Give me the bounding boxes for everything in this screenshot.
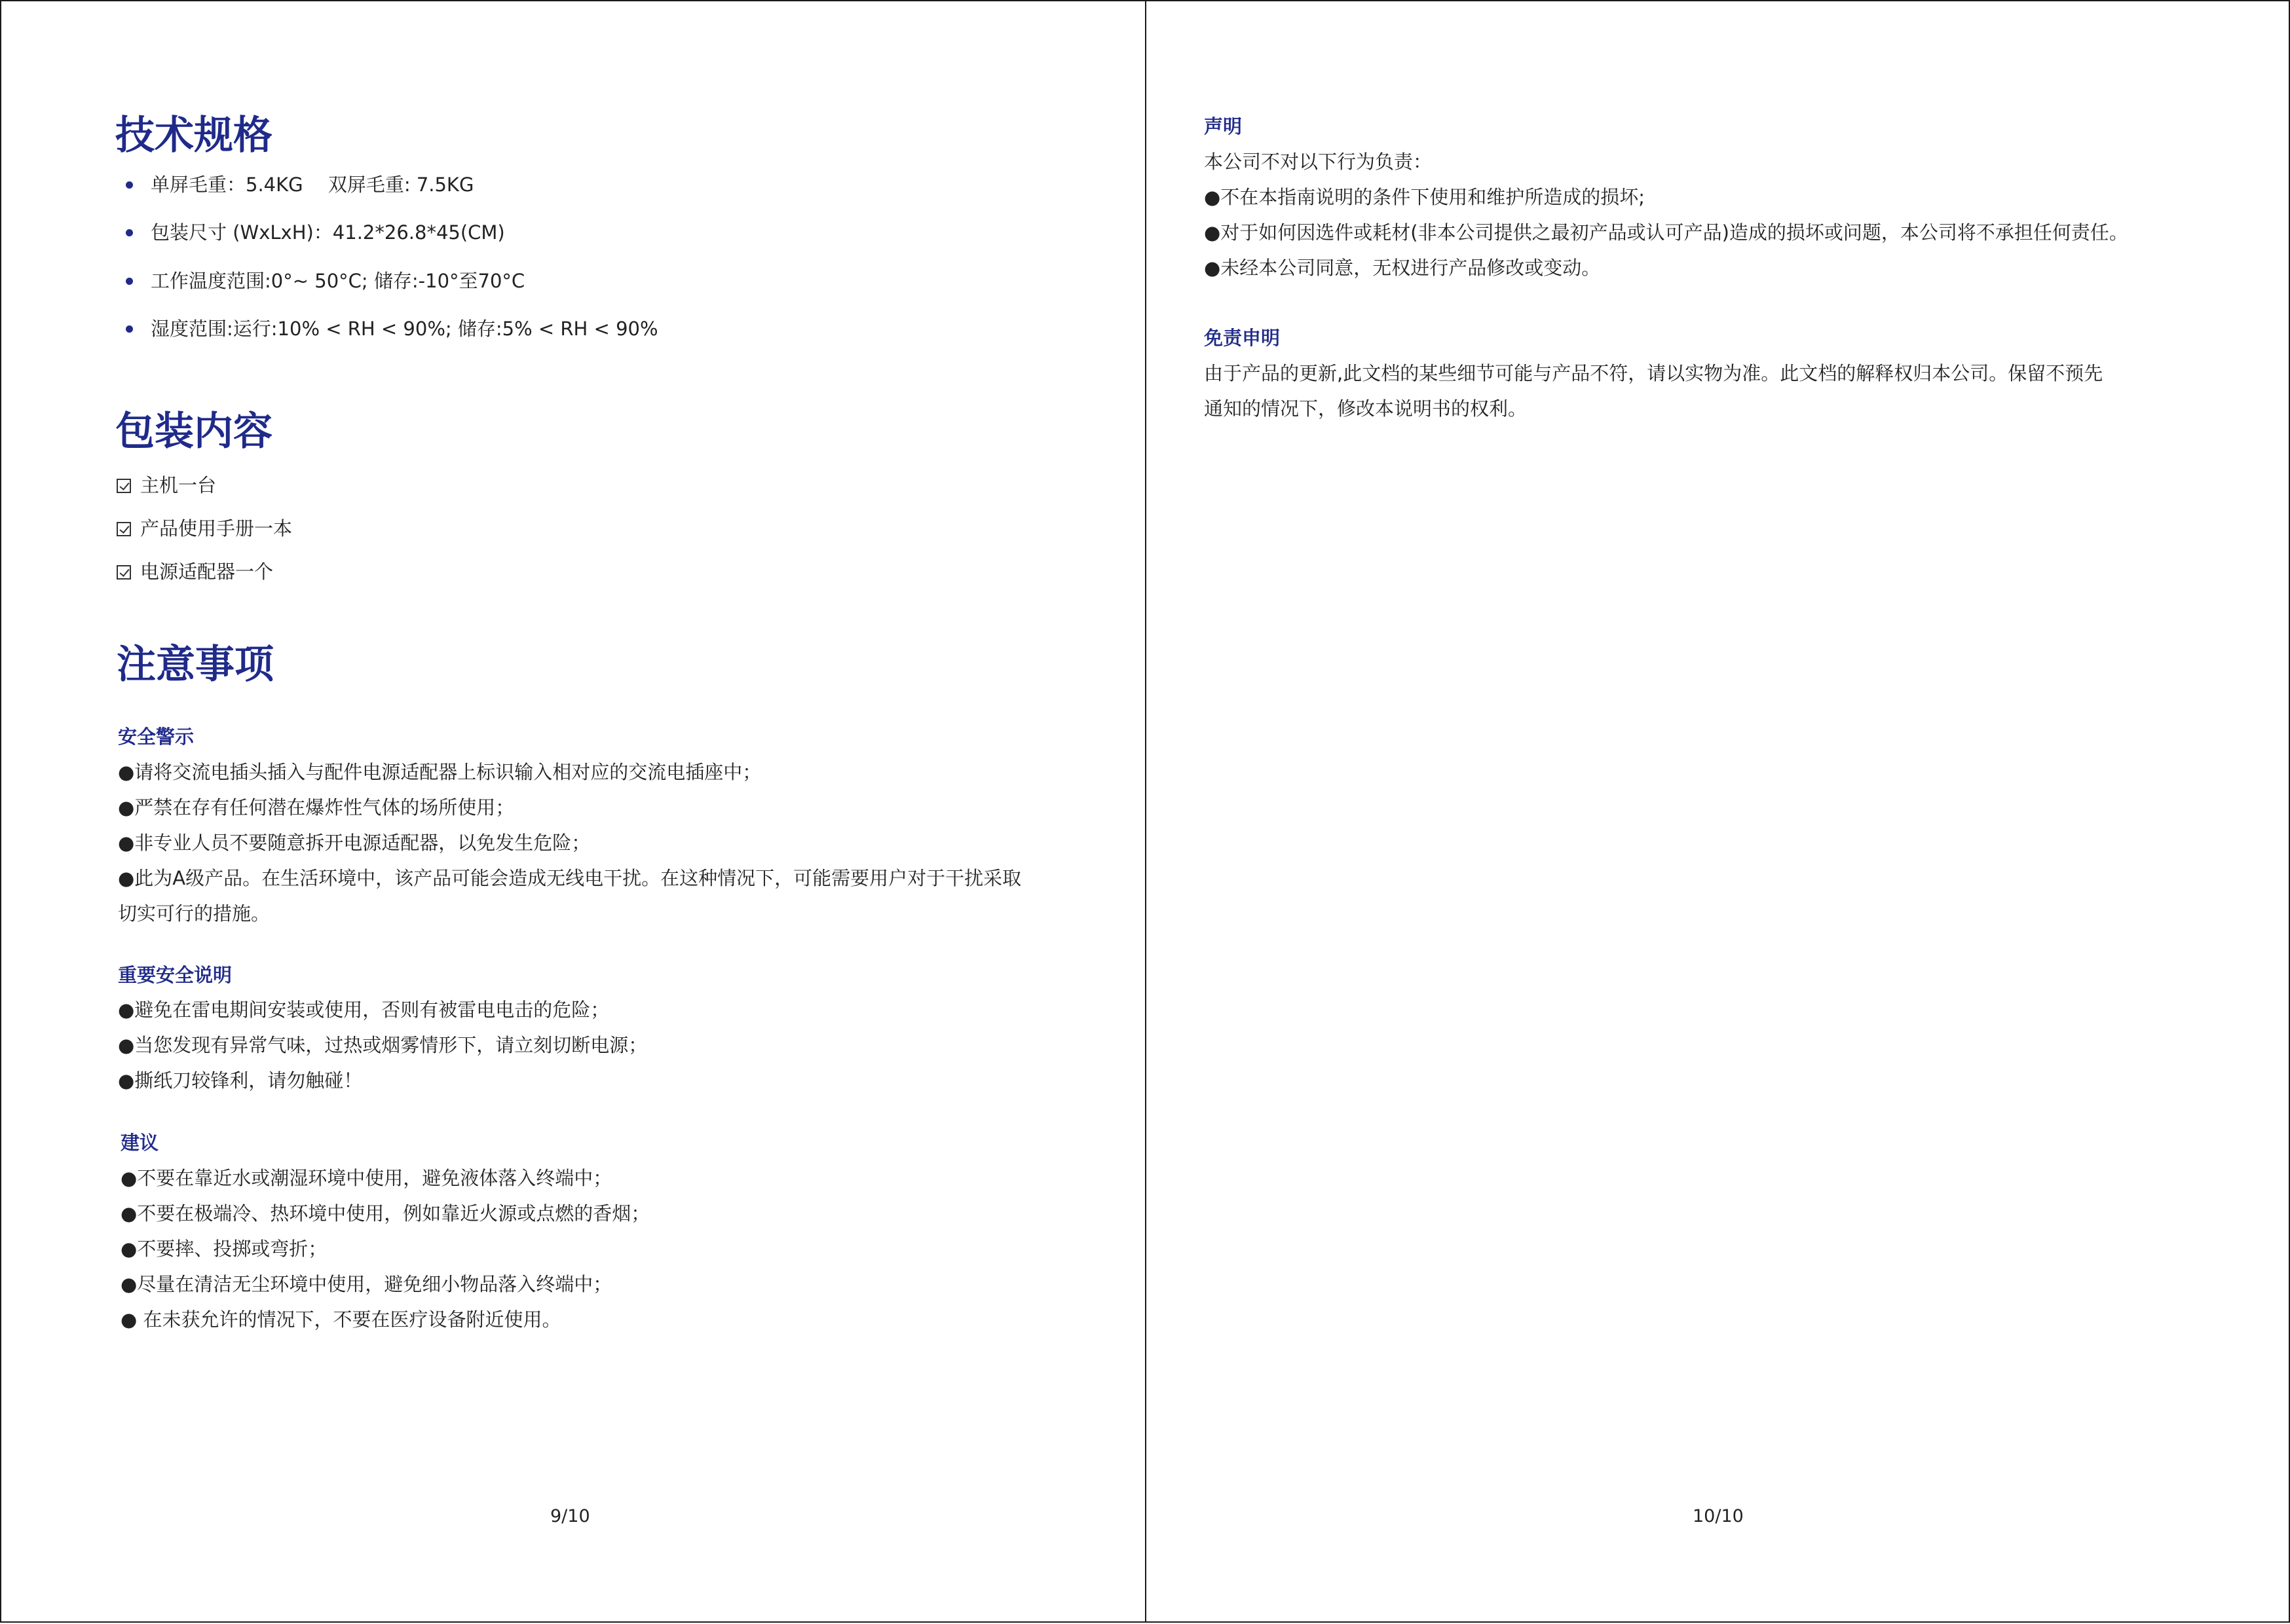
safety-warning-heading: 安全警示 (118, 726, 195, 748)
page-10 (1145, 0, 2290, 1623)
advice-line: ●不要摔、投掷或弯折； (121, 1238, 328, 1260)
disclaimer-line: 通知的情况下，修改本说明书的权利。 (1204, 397, 1528, 420)
package-item-adapter: 电源适配器一个 (117, 563, 273, 581)
spec-item-temperature: 工作温度范围:0°~ 50°C; 储存:-10°至70°C (151, 270, 525, 292)
bullet-icon (126, 181, 133, 189)
bullet-icon (126, 229, 133, 236)
page-number: 10/10 (1693, 1506, 1744, 1526)
statement-heading: 声明 (1204, 115, 1243, 138)
advice-line: ●不要在靠近水或潮湿环境中使用，避免液体落入终端中； (121, 1167, 612, 1189)
advice-line: ● 在未获允许的情况下，不要在医疗设备附近使用。 (121, 1308, 561, 1331)
advice-line: ●尽量在清洁无尘环境中使用，避免细小物品落入终端中； (121, 1273, 612, 1295)
checkbox-checked-icon (117, 565, 131, 580)
safety-warning-line: ●严禁在存有任何潜在爆炸性气体的场所使用； (118, 796, 515, 819)
bullet-icon (126, 325, 133, 333)
safety-warning-line: 切实可行的措施。 (118, 902, 271, 925)
safety-warning-line: ●非专业人员不要随意拆开电源适配器，以免发生危险； (118, 832, 591, 854)
important-safety-line: ●避免在雷电期间安装或使用，否则有被雷电电击的危险； (118, 999, 610, 1021)
advice-heading: 建议 (121, 1132, 159, 1154)
notes-title: 注意事项 (117, 642, 274, 688)
spec-item-size: 包装尺寸 (WxLxH)：41.2*26.8*45(CM) (151, 221, 505, 244)
package-title: 包装内容 (115, 409, 272, 454)
spec-item-weight: 单屏毛重：5.4KG 双屏毛重: 7.5KG (151, 174, 474, 196)
important-safety-line: ●当您发现有异常气味，过热或烟雾情形下，请立刻切断电源； (118, 1034, 648, 1056)
spec-item-humidity: 湿度范围:运行:10% < RH < 90%; 储存:5% < RH < 90% (151, 318, 658, 340)
page-number: 9/10 (550, 1506, 590, 1526)
package-item-manual: 产品使用手册一本 (117, 519, 292, 538)
statement-line: ●未经本公司同意，无权进行产品修改或变动。 (1204, 257, 1601, 279)
important-safety-line: ●撕纸刀较锋利，请勿触碰！ (118, 1069, 363, 1092)
disclaimer-line: 由于产品的更新,此文档的某些细节可能与产品不符，请以实物为准。此文档的解释权归本公司。保留不预先 (1204, 362, 2103, 384)
advice-line: ●不要在极端冷、热环境中使用，例如靠近火源或点燃的香烟； (121, 1202, 650, 1225)
statement-line: ●不在本指南说明的条件下使用和维护所造成的损坏; (1204, 186, 1645, 208)
important-safety-heading: 重要安全说明 (118, 964, 233, 986)
checkbox-checked-icon (117, 479, 131, 493)
safety-warning-line: ●此为A级产品。在生活环境中，该产品可能会造成无线电干扰。在这种情况下，可能需要用户对于干扰采取 (118, 867, 1022, 889)
statement-line: ●对于如何因选件或耗材(非本公司提供之最初产品或认可产品)造成的损坏或问题，本公司将不承担任何责任。 (1204, 221, 2128, 244)
disclaimer-heading: 免责申明 (1204, 327, 1281, 349)
specs-title: 技术规格 (115, 113, 272, 158)
safety-warning-line: ●请将交流电插头插入与配件电源适配器上标识输入相对应的交流电插座中； (118, 761, 762, 783)
statement-line: 本公司不对以下行为负责： (1204, 151, 1433, 173)
checkbox-checked-icon (117, 522, 131, 536)
bullet-icon (126, 278, 133, 285)
package-item-host: 主机一台 (117, 476, 216, 495)
